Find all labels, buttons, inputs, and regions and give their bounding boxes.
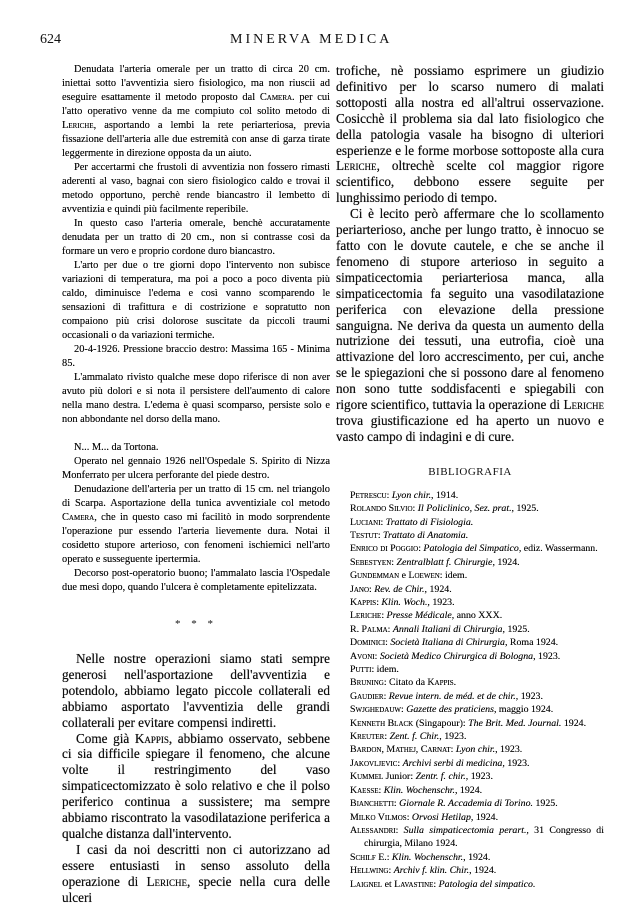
case-1-paragraphs [62,63,330,427]
author-name: Lavastine [394,878,434,890]
paragraph [336,63,604,206]
text-run: e [399,570,409,582]
bibliography-list [336,489,604,891]
text-run: E.: [375,851,392,863]
publication-title: Patologia del simpatico. [438,878,536,890]
left-column [62,63,330,906]
bibliography-entry [350,542,604,555]
bibliography-entry [350,730,604,743]
publication-title: Zentralblatt f. Chirurgie [396,556,493,568]
text-run: : idem. [371,664,399,676]
text-run: , 1923. [495,744,523,756]
author-name: Loewen [408,570,440,582]
text-run: : [391,556,397,568]
bibliography-entry [350,864,604,877]
text-run: 1925. [533,798,558,810]
publication-title: Patologia del Simpatico [423,543,519,555]
text-run: Decorso post-operatorio buono; l'ammalato lascia l'Ospedale due mesi dopo, quando l'ulcera è completamente epitelizzata. [62,568,330,593]
text-run: (Singapour): [413,717,469,729]
text-run: , anno XXX. [451,610,503,622]
author-name: Leriche [146,873,188,889]
author-name: Kappis [427,677,454,689]
publication-title: Klin. Woch. [381,597,428,608]
text-run: : [384,731,390,743]
page-header [0,0,618,56]
author-name: R. Palma [350,623,388,635]
text-run: I casi da noi descritti non ci autorizzano ad essere entusiasti in senso assoluto della operazione di [62,841,330,889]
author-name: Petrescu [350,489,387,501]
text-run: : [388,865,394,877]
text-run: Operato nel gennaio 1926 nell'Ospedale S. Spirito di Nizza Monferrato per ulcera perforante del piede destro. [62,456,330,481]
text-run: , specie nella cura delle ulceri [62,873,330,905]
text-run: Nelle nostre operazioni siamo stati sempre generosi nell'asportazione dell'avventizia e potendolo, abbiamo legato piccole collaterali ed abbiamo asportato l'avventizia delle grandi collaterali per evitare compensi indiretti. [62,651,330,730]
publication-title: Zent. f. Chir. [389,731,440,743]
publication-title: Revue intern. de méd. et de chir. [388,690,516,702]
publication-title: Archivi serbi di medicina [402,757,503,769]
publication-title: Trattato di Anatomia. [383,529,469,541]
text-run: , 1923. [427,597,455,608]
text-run: et [382,878,395,890]
bibliography-heading: BIBLIOGRAFIA [428,465,512,478]
text-run: , 1924. [470,811,499,823]
running-title: MINERVA MEDICA [230,32,393,47]
paragraph [62,371,330,427]
text-run: In questo caso l'arteria omerale, benchè accuratamente denudata per un tratto di 20 cm., non si contrasse così da formare un vero e proprio cordone duro biancastro. [62,218,330,257]
publication-title: Presse Médicale [386,610,452,622]
text-run: N... M... da Tortona. [74,442,159,453]
text-run: : [380,516,386,528]
text-run: : Citato da [383,677,428,689]
text-run: : idem. [439,570,468,582]
bibliography-entry [350,690,604,703]
text-run: , 1923. [439,731,467,743]
author-name: Kreuter [350,731,385,743]
text-run: : [376,597,382,608]
text-run: , 1924. [463,851,491,863]
bibliography-entry [350,676,604,689]
text-run: , maggio 1924. [493,704,554,716]
publication-title: Lyon chir. [391,489,432,501]
bibliography-entry [350,596,604,609]
text-run: , 1925. [511,503,539,515]
author-name: Jano [350,583,370,595]
text-run: : [377,529,384,541]
paragraph [62,731,330,842]
text-run: : [412,503,418,515]
text-run: , abbiamo osservato, sebbene ci sia difficile spiegare il fenomeno, che alcune volte il restringimento del vaso simpaticectomizzato è solo relativo e che il polso periferico continua a sussistere; ma sempre abbiamo riscontrato la vasodilatazione periferica a qualche distanza dall'intervento. [62,730,330,841]
author-name: Leriche [563,397,604,413]
text-run: : [378,784,384,796]
text-run: , oltrechè scelte col maggior rigore scientifico, debbono essere seguite per lunghissimo periodo di tempo. [336,158,604,206]
text-run: Denudata l'arteria omerale per un tratto di circa 20 cm. iniettai sotto l'avventizia siero fisiologico, ma non riuscii ad eseguire esattamente il metodo proposto dal [62,64,330,103]
bibliography-entry [350,569,604,582]
discussion-continued-paragraphs [336,63,604,445]
text-run: , 1923. [533,650,561,662]
bibliography-entry [350,556,604,569]
paragraph [62,651,330,731]
text-run: : [386,489,392,501]
author-name: Laignel [350,878,383,890]
bibliography-entry [350,770,604,783]
bibliography-entry [350,502,604,515]
text-run: , 1924. [469,865,497,877]
author-name: Enrico di Poggio [350,543,419,555]
publication-title: The Brit. Med. Journal. [468,717,562,729]
bibliography-entry [350,529,604,542]
text-run: , 1923. [502,757,530,769]
spacer [62,427,330,441]
text-run: , 31 Congresso di chirurgia, Milano 1924. [364,824,604,850]
publication-title: Società Medico Chirurgica di Bologna [379,650,534,662]
text-run: , ediz. Wassermann. [518,543,598,555]
author-name: Kaesse [350,784,379,796]
bibliography-entry [350,609,604,622]
bibliography-entry [350,757,604,770]
text-run: Junior: [383,771,416,783]
publication-title: Lyon chir. [455,744,496,756]
author-name: Milko Vilmos [350,811,407,823]
discussion-paragraphs [62,651,330,906]
left-column-discussion [62,651,330,906]
author-name: Bianchetti [350,798,394,810]
paragraph [62,161,330,217]
publication-title: Gazette des praticiens [406,704,494,716]
bibliography-entry [350,623,604,636]
paragraph [62,217,330,259]
text-run: L'ammalato rivisto qualche mese dopo riferisce di non aver avuto più dolori e si nota il persistere dell'aumento di calore nella mano destra. L'edema è quasi scomparso, persiste solo e non abbondante nel dorso della mano. [62,372,330,425]
text-run: L'arto per due o tre giorni dopo l'intervento non subisce variazioni di temperatura, ma poi a poco a poco diventa più caldo, diminuisce l'edema e così vanno scomparendo le sensazioni di trafittura e di costrizione e sopratutto non compaiono più crisi dolorose suscitate da piccoli traumi occasionali o da variazioni termiche. [62,260,330,341]
publication-title: Klin. Wochenschr. [383,784,455,796]
text-run: : [387,623,393,635]
bibliography-entry [350,797,604,810]
text-run: : [433,878,439,890]
bibliography-entry [350,824,604,851]
bibliography-entry [350,717,604,730]
right-column-discussion [336,63,604,445]
author-name: Leriche [62,120,94,131]
text-run: , 1925. [502,623,530,635]
paragraph [62,455,330,483]
text-run: trova giustificazione ed ha aperto un nuovo e vasto campo di indagini e di cure. [336,412,604,444]
text-run: Ci è lecito però affermare che lo scollamento periarterioso, anche per lungo tratto, è innocuo se fatto con le dovute cautele, e che se anche il fenomeno di stupore arterioso in seguito a simpaticectomia periarteriosa manca, alla simpaticectomia fa seguito una vasodilatazione periferica con elevazione della pressione sanguigna. Ne deriva da questa un aumento della nutrizione dei tessuti, una eutrofia, cioè una attivazione del loro accrescimento, per cui, anche se le spiegazioni che si possono dare al fenomeno non sono tutte soddisfacenti e spiegabili con rigore scientifico, tuttavia la operazione di [336,206,604,413]
bibliography-entry [350,743,604,756]
right-column [336,63,604,906]
publication-title: Giornale R. Accademia di Torino. [399,798,533,810]
publication-title: Trattato di Fisiologia. [385,516,474,528]
paragraph [62,842,330,906]
text-run: : [418,543,424,555]
bibliography-entry [350,489,604,502]
text-run: : [406,811,412,823]
section-separator: * * * [175,618,217,630]
text-run: Per accertarmi che frustoli di avventizia non fossero rimasti aderenti al vaso, bagnai con siero fisiologico caldo e trovai il metodo opportuno, perchè rende biancastro il lembetto di avventizia e quindi più facilmente reperibile. [62,162,330,215]
publication-title: Rev. de Chir. [374,583,425,595]
bibliography-entry [350,663,604,676]
paragraph [336,206,604,445]
author-name: Bardon, Mathej, Carnat [350,744,451,756]
bibliography-entry [350,583,604,596]
bibliography-entry [350,878,604,891]
author-name: Schilf [350,851,376,863]
text-run: . [453,677,457,689]
author-name: Dominici [350,637,386,649]
text-run: : [395,824,404,836]
publication-title: Sulla simpaticectomia perart. [403,824,527,836]
publication-title: Annali Italiani di Chirurgia [392,623,503,635]
text-run: , che in questo caso mi facilitò in modo sorprendente l'operazione pur essendo l'arteria lievemente dura. Notai il cosidetto stupore arterioso, con fenomeni ischiemici nell'arto operato e susseguente ipertermia. [62,512,330,565]
author-name: Sebestyen [350,556,392,568]
publication-title: Zentr. f. chir. [415,771,466,783]
author-name: Camera [259,92,293,103]
text-run: : [400,704,407,716]
bibliography-entries [336,489,604,891]
author-name: Kappis [350,597,377,608]
author-name: Kenneth Black [350,717,414,729]
publication-title: Archiv f. klin. Chir. [393,865,470,877]
author-name: Jakovljevic [350,757,398,769]
text-run: : [369,583,375,595]
bibliography-entry [350,636,604,649]
text-run: : [383,690,389,702]
text-run: , 1923. [465,771,493,783]
text-run: . per cui l'atto operativo venne da me compiuto col solito metodo di [62,92,330,117]
text-run: , Roma 1924. [504,637,559,649]
text-run: , asportando a lembi la rete periarteriosa, previa fissazione dell'arteria alle due estremità con anse di garza tirate leggermente in direzione opposta da un aiuto. [62,120,330,159]
paragraph [62,441,330,455]
publication-title: Orvosi Hetilap [411,811,471,823]
bibliography-entry [350,650,604,663]
bibliography-entry [350,784,604,797]
author-name: Gaudier [350,690,384,702]
text-run: 1924. [561,717,587,729]
text-run: Denudazione dell'arteria per un tratto di 15 cm. nel triangolo di Scarpa. Asportazione della tunica avventiziale col metodo [62,484,330,509]
author-name: Gundemman [350,570,400,582]
text-run: , 1924. [424,583,452,595]
text-run: , 1924. [492,556,520,568]
text-run: , 1914. [431,489,459,501]
case-2-paragraphs [62,441,330,595]
author-name: Hellwing [350,865,389,877]
publication-title: Il Policlinico, Sez. prat. [417,503,512,515]
bibliography-entry [350,851,604,864]
text-run: : [393,798,400,810]
paragraph [62,259,330,343]
page-number: 624 [40,32,61,47]
publication-title: Klin. Wochenschr. [391,851,464,863]
author-name: Leriche [350,610,382,622]
bibliography-entry [350,703,604,716]
text-run: 20-4-1926. Pressione braccio destro: Massima 165 - Minima 85. [62,344,330,369]
author-name: Testut [350,529,378,541]
author-name: Avoni [350,650,375,662]
text-run: : [397,757,403,769]
author-name: Swjghedauw [350,704,401,716]
paragraph [62,567,330,595]
text-run: trofiche, nè possiamo esprimere un giudizio definitivo per lo scarso numero di malati sottoposti alla nostra ed all'altrui osservazione. Cosicchè il problema sia dal lato fisiologico che della patologia vasale ha bisogno di ulteriori esperienze e le forme morbose sottoposte alla cura [336,63,604,158]
text-run: , 1924. [454,784,483,796]
left-column-case-text [62,63,330,595]
author-name: Kappis [134,730,169,746]
publication-title: Società Italiana di Chirurgia [390,637,505,649]
author-name: Kummel [350,771,384,783]
text-run: : [450,744,456,756]
paragraph [62,343,330,371]
author-name: Bruning [350,677,384,689]
text-run: Come già [76,730,135,746]
bibliography-entry [350,516,604,529]
author-name: Putti [350,664,372,676]
paragraph [62,63,330,161]
text-run: , 1923. [515,690,543,702]
author-name: Luciani [350,516,381,528]
author-name: Rolando Silvio [350,503,413,515]
author-name: Alessandri [350,824,396,836]
two-column-body [0,63,618,906]
text-run: : [385,637,391,649]
text-run: : [374,650,380,662]
author-name: Leriche [336,158,377,174]
author-name: Camera [62,512,95,523]
paragraph [62,483,330,567]
bibliography-entry [350,811,604,824]
text-run: : [381,610,387,622]
